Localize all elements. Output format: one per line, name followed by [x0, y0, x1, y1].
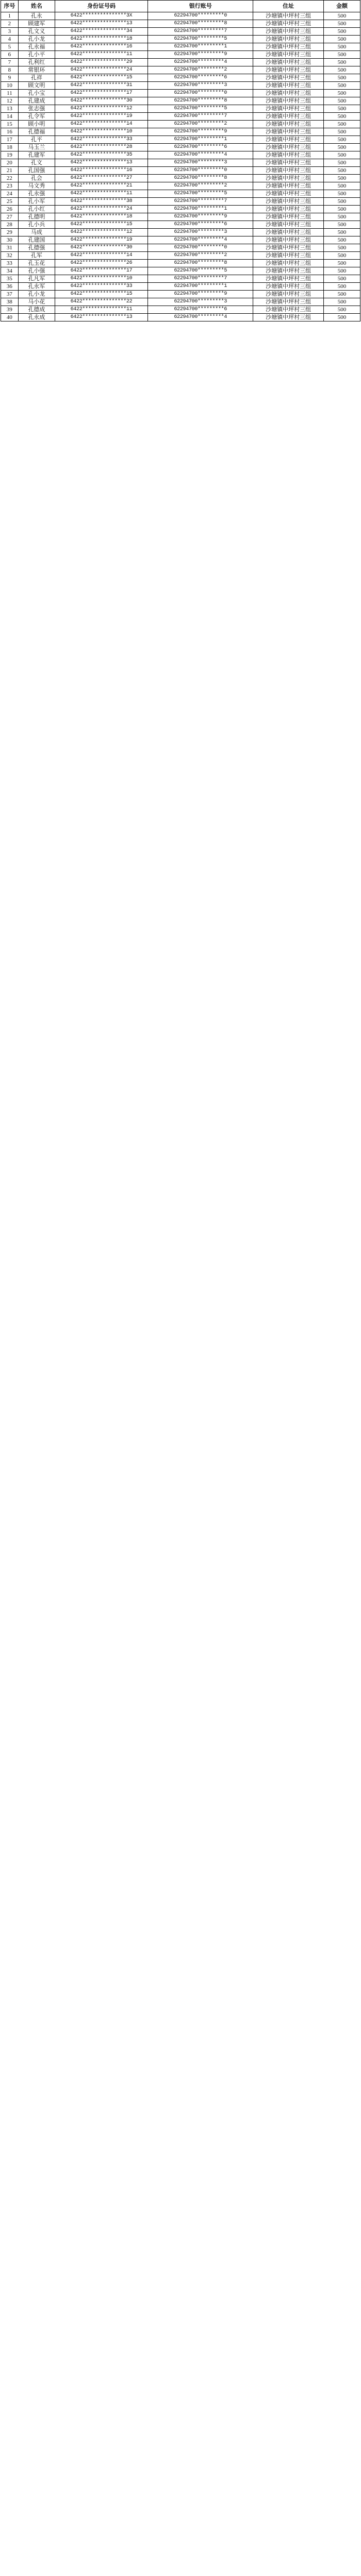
cell-bank-account: 62294700*********7: [148, 28, 253, 36]
cell-seq: 19: [1, 151, 19, 159]
cell-bank-account: 62294700*********0: [148, 90, 253, 97]
cell-address: 沙塘镇中坪村三组: [253, 175, 324, 182]
cell-seq: 4: [1, 36, 19, 43]
table-row: [1, 28, 360, 36]
cell-address: 沙塘镇中坪村三组: [253, 43, 324, 51]
cell-amount: 500: [323, 97, 360, 105]
table-body: [1, 12, 360, 321]
table-row: [1, 90, 360, 97]
cell-bank-account: 62294700*********0: [148, 167, 253, 175]
cell-address: 沙塘镇中坪村三组: [253, 28, 324, 36]
cell-id-number: 6422***************24: [55, 206, 147, 213]
cell-bank-account: 62294700*********4: [148, 314, 253, 321]
cell-address: 沙塘镇中坪村三组: [253, 167, 324, 175]
cell-name: 孔小龙: [18, 36, 55, 43]
cell-bank-account: 62294700*********5: [148, 105, 253, 113]
cell-id-number: 6422***************16: [55, 43, 147, 51]
table-row: [1, 283, 360, 291]
cell-id-number: 6422***************13: [55, 159, 147, 167]
cell-bank-account: 62294700*********2: [148, 66, 253, 74]
cell-amount: 500: [323, 236, 360, 244]
cell-bank-account: 62294700*********6: [148, 306, 253, 314]
cell-bank-account: 62294700*********3: [148, 82, 253, 90]
cell-bank-account: 62294700*********0: [148, 12, 253, 20]
cell-seq: 18: [1, 144, 19, 151]
cell-address: 沙塘镇中坪村三组: [253, 252, 324, 260]
cell-id-number: 6422***************24: [55, 66, 147, 74]
cell-name: 孔会: [18, 175, 55, 182]
cell-address: 沙塘镇中坪村三组: [253, 128, 324, 136]
cell-seq: 24: [1, 190, 19, 198]
cell-seq: 28: [1, 221, 19, 229]
cell-amount: 500: [323, 283, 360, 291]
cell-amount: 500: [323, 190, 360, 198]
cell-address: 沙塘镇中坪村三组: [253, 90, 324, 97]
spreadsheet-page: [0, 0, 361, 321]
cell-name: 孔永强: [18, 190, 55, 198]
cell-name: 孔德明: [18, 213, 55, 221]
table-row: [1, 198, 360, 206]
cell-id-number: 6422***************11: [55, 190, 147, 198]
table-row: [1, 275, 360, 283]
cell-address: 沙塘镇中坪村三组: [253, 74, 324, 82]
cell-seq: 3: [1, 28, 19, 36]
cell-name: 孔小强: [18, 267, 55, 275]
cell-name: 孔文义: [18, 28, 55, 36]
cell-seq: 40: [1, 314, 19, 321]
cell-id-number: 6422***************30: [55, 97, 147, 105]
table-header-row: [1, 1, 360, 12]
cell-address: 沙塘镇中坪村三组: [253, 151, 324, 159]
header-bank-account: 银行账号: [148, 1, 253, 12]
cell-bank-account: 62294700*********9: [148, 51, 253, 59]
cell-amount: 500: [323, 20, 360, 28]
cell-address: 沙塘镇中坪村三组: [253, 298, 324, 306]
cell-bank-account: 62294700*********1: [148, 136, 253, 144]
cell-name: 孔建军: [18, 151, 55, 159]
cell-name: 马文秀: [18, 182, 55, 190]
cell-name: 孔建成: [18, 97, 55, 105]
cell-amount: 500: [323, 306, 360, 314]
table-row: [1, 236, 360, 244]
cell-seq: 21: [1, 167, 19, 175]
cell-amount: 500: [323, 151, 360, 159]
cell-id-number: 6422***************22: [55, 298, 147, 306]
cell-amount: 500: [323, 229, 360, 236]
cell-id-number: 6422***************17: [55, 90, 147, 97]
cell-name: 孔永福: [18, 43, 55, 51]
cell-address: 沙塘镇中坪村三组: [253, 36, 324, 43]
cell-id-number: 6422***************12: [55, 105, 147, 113]
cell-bank-account: 62294700*********4: [148, 236, 253, 244]
cell-id-number: 6422***************31: [55, 82, 147, 90]
cell-seq: 38: [1, 298, 19, 306]
cell-bank-account: 62294700*********3: [148, 298, 253, 306]
cell-address: 沙塘镇中坪村三组: [253, 229, 324, 236]
cell-amount: 500: [323, 121, 360, 128]
cell-bank-account: 62294700*********6: [148, 74, 253, 82]
cell-amount: 500: [323, 175, 360, 182]
cell-name: 孔小龙: [18, 291, 55, 298]
cell-bank-account: 62294700*********8: [148, 20, 253, 28]
cell-amount: 500: [323, 128, 360, 136]
cell-name: 孔令军: [18, 113, 55, 121]
cell-bank-account: 62294700*********3: [148, 159, 253, 167]
cell-name: 孔小平: [18, 51, 55, 59]
cell-bank-account: 62294700*********2: [148, 252, 253, 260]
cell-amount: 500: [323, 167, 360, 175]
cell-amount: 500: [323, 291, 360, 298]
cell-seq: 6: [1, 51, 19, 59]
table-row: [1, 113, 360, 121]
cell-name: 张志强: [18, 105, 55, 113]
cell-bank-account: 62294700*********8: [148, 260, 253, 267]
cell-address: 沙塘镇中坪村三组: [253, 291, 324, 298]
cell-amount: 500: [323, 159, 360, 167]
cell-address: 沙塘镇中坪村三组: [253, 105, 324, 113]
cell-name: 孔德强: [18, 244, 55, 252]
table-row: [1, 36, 360, 43]
table-row: [1, 159, 360, 167]
table-row: [1, 182, 360, 190]
cell-name: 孔凡军: [18, 275, 55, 283]
cell-name: 孔国强: [18, 167, 55, 175]
cell-id-number: 6422***************26: [55, 260, 147, 267]
cell-address: 沙塘镇中坪村三组: [253, 12, 324, 20]
cell-seq: 1: [1, 12, 19, 20]
cell-name: 孔利红: [18, 59, 55, 66]
cell-seq: 31: [1, 244, 19, 252]
cell-seq: 37: [1, 291, 19, 298]
cell-name: 孔小红: [18, 206, 55, 213]
cell-seq: 36: [1, 283, 19, 291]
cell-amount: 500: [323, 74, 360, 82]
cell-id-number: 6422***************17: [55, 267, 147, 275]
cell-bank-account: 62294700*********1: [148, 283, 253, 291]
cell-id-number: 6422***************18: [55, 36, 147, 43]
cell-bank-account: 62294700*********7: [148, 113, 253, 121]
table-row: [1, 175, 360, 182]
cell-seq: 35: [1, 275, 19, 283]
cell-bank-account: 62294700*********2: [148, 182, 253, 190]
cell-id-number: 6422***************38: [55, 198, 147, 206]
cell-amount: 500: [323, 182, 360, 190]
cell-seq: 20: [1, 159, 19, 167]
cell-id-number: 6422***************16: [55, 167, 147, 175]
cell-amount: 500: [323, 221, 360, 229]
cell-address: 沙塘镇中坪村三组: [253, 236, 324, 244]
cell-amount: 500: [323, 244, 360, 252]
cell-name: 孔小宝: [18, 90, 55, 97]
cell-seq: 2: [1, 20, 19, 28]
cell-id-number: 6422***************11: [55, 51, 147, 59]
table-row: [1, 121, 360, 128]
table-row: [1, 229, 360, 236]
cell-id-number: 6422***************21: [55, 182, 147, 190]
cell-address: 沙塘镇中坪村三组: [253, 267, 324, 275]
cell-id-number: 6422***************14: [55, 121, 147, 128]
cell-address: 沙塘镇中坪村三组: [253, 144, 324, 151]
cell-id-number: 6422***************13: [55, 20, 147, 28]
cell-amount: 500: [323, 90, 360, 97]
cell-address: 沙塘镇中坪村三组: [253, 244, 324, 252]
table-row: [1, 260, 360, 267]
cell-seq: 27: [1, 213, 19, 221]
cell-name: 孔德成: [18, 306, 55, 314]
cell-name: 马成: [18, 229, 55, 236]
table-row: [1, 97, 360, 105]
cell-amount: 500: [323, 36, 360, 43]
cell-seq: 9: [1, 74, 19, 82]
cell-id-number: 6422***************13: [55, 314, 147, 321]
cell-id-number: 6422***************34: [55, 28, 147, 36]
cell-address: 沙塘镇中坪村三组: [253, 306, 324, 314]
table-row: [1, 66, 360, 74]
payment-table: [1, 0, 360, 321]
table-row: [1, 167, 360, 175]
table-row: [1, 213, 360, 221]
cell-seq: 32: [1, 252, 19, 260]
cell-bank-account: 62294700*********1: [148, 43, 253, 51]
table-row: [1, 20, 360, 28]
cell-address: 沙塘镇中坪村三组: [253, 59, 324, 66]
cell-address: 沙塘镇中坪村三组: [253, 260, 324, 267]
cell-seq: 34: [1, 267, 19, 275]
cell-address: 沙塘镇中坪村三组: [253, 213, 324, 221]
cell-amount: 500: [323, 206, 360, 213]
cell-seq: 5: [1, 43, 19, 51]
cell-id-number: 6422***************19: [55, 236, 147, 244]
cell-name: 孔小兵: [18, 221, 55, 229]
cell-address: 沙塘镇中坪村三组: [253, 66, 324, 74]
cell-bank-account: 62294700*********4: [148, 151, 253, 159]
cell-name: 常银环: [18, 66, 55, 74]
cell-address: 沙塘镇中坪村三组: [253, 159, 324, 167]
cell-id-number: 6422***************27: [55, 175, 147, 182]
header-name: 姓名: [18, 1, 55, 12]
table-row: [1, 59, 360, 66]
cell-name: 孔德福: [18, 128, 55, 136]
cell-id-number: 6422***************10: [55, 128, 147, 136]
cell-amount: 500: [323, 12, 360, 20]
cell-amount: 500: [323, 82, 360, 90]
cell-id-number: 6422***************12: [55, 229, 147, 236]
cell-name: 马小花: [18, 298, 55, 306]
cell-seq: 8: [1, 66, 19, 74]
table-row: [1, 74, 360, 82]
cell-address: 沙塘镇中坪村三组: [253, 136, 324, 144]
cell-amount: 500: [323, 275, 360, 283]
table-row: [1, 190, 360, 198]
cell-bank-account: 62294700*********7: [148, 198, 253, 206]
cell-id-number: 6422***************33: [55, 283, 147, 291]
cell-name: 孔建国: [18, 236, 55, 244]
header-id-number: 身份证号码: [55, 1, 147, 12]
cell-amount: 500: [323, 105, 360, 113]
cell-amount: 500: [323, 28, 360, 36]
cell-amount: 500: [323, 66, 360, 74]
cell-name: 顾文明: [18, 82, 55, 90]
table-row: [1, 51, 360, 59]
cell-bank-account: 62294700*********5: [148, 190, 253, 198]
cell-amount: 500: [323, 198, 360, 206]
cell-address: 沙塘镇中坪村三组: [253, 182, 324, 190]
cell-id-number: 6422***************15: [55, 74, 147, 82]
cell-name: 顾建军: [18, 20, 55, 28]
cell-amount: 500: [323, 260, 360, 267]
cell-name: 孔永: [18, 12, 55, 20]
cell-seq: 22: [1, 175, 19, 182]
cell-address: 沙塘镇中坪村三组: [253, 113, 324, 121]
cell-name: 孔小军: [18, 198, 55, 206]
cell-id-number: 6422***************33: [55, 136, 147, 144]
cell-id-number: 6422***************3X: [55, 12, 147, 20]
cell-seq: 14: [1, 113, 19, 121]
cell-bank-account: 62294700*********8: [148, 97, 253, 105]
cell-seq: 11: [1, 90, 19, 97]
cell-amount: 500: [323, 59, 360, 66]
table-row: [1, 136, 360, 144]
cell-name: 孔永军: [18, 283, 55, 291]
cell-bank-account: 62294700*********7: [148, 275, 253, 283]
cell-name: 孔平: [18, 136, 55, 144]
cell-bank-account: 62294700*********8: [148, 175, 253, 182]
cell-address: 沙塘镇中坪村三组: [253, 198, 324, 206]
cell-seq: 16: [1, 128, 19, 136]
cell-seq: 15: [1, 121, 19, 128]
cell-bank-account: 62294700*********6: [148, 144, 253, 151]
cell-id-number: 6422***************15: [55, 221, 147, 229]
table-row: [1, 82, 360, 90]
cell-amount: 500: [323, 113, 360, 121]
cell-address: 沙塘镇中坪村三组: [253, 20, 324, 28]
cell-bank-account: 62294700*********6: [148, 221, 253, 229]
cell-amount: 500: [323, 136, 360, 144]
table-row: [1, 291, 360, 298]
cell-bank-account: 62294700*********5: [148, 36, 253, 43]
table-row: [1, 314, 360, 321]
cell-amount: 500: [323, 298, 360, 306]
cell-amount: 500: [323, 43, 360, 51]
cell-seq: 25: [1, 198, 19, 206]
table-row: [1, 244, 360, 252]
cell-bank-account: 62294700*********9: [148, 128, 253, 136]
cell-bank-account: 62294700*********9: [148, 291, 253, 298]
cell-amount: 500: [323, 267, 360, 275]
cell-seq: 7: [1, 59, 19, 66]
cell-bank-account: 62294700*********2: [148, 121, 253, 128]
cell-seq: 10: [1, 82, 19, 90]
cell-seq: 17: [1, 136, 19, 144]
cell-id-number: 6422***************35: [55, 151, 147, 159]
cell-id-number: 6422***************30: [55, 244, 147, 252]
cell-id-number: 6422***************15: [55, 291, 147, 298]
cell-address: 沙塘镇中坪村三组: [253, 190, 324, 198]
cell-name: 孔祥: [18, 74, 55, 82]
cell-amount: 500: [323, 144, 360, 151]
cell-name: 孔文: [18, 159, 55, 167]
cell-id-number: 6422***************29: [55, 59, 147, 66]
header-address: 住址: [253, 1, 324, 12]
cell-name: 孔永成: [18, 314, 55, 321]
table-row: [1, 151, 360, 159]
cell-bank-account: 62294700*********0: [148, 244, 253, 252]
table-row: [1, 267, 360, 275]
cell-seq: 39: [1, 306, 19, 314]
cell-amount: 500: [323, 213, 360, 221]
table-row: [1, 306, 360, 314]
cell-id-number: 6422***************14: [55, 252, 147, 260]
cell-address: 沙塘镇中坪村三组: [253, 206, 324, 213]
table-row: [1, 128, 360, 136]
cell-amount: 500: [323, 51, 360, 59]
cell-id-number: 6422***************10: [55, 275, 147, 283]
cell-address: 沙塘镇中坪村三组: [253, 51, 324, 59]
cell-address: 沙塘镇中坪村三组: [253, 283, 324, 291]
table-row: [1, 298, 360, 306]
table-row: [1, 105, 360, 113]
cell-amount: 500: [323, 314, 360, 321]
cell-address: 沙塘镇中坪村三组: [253, 97, 324, 105]
table-row: [1, 43, 360, 51]
cell-bank-account: 62294700*********3: [148, 229, 253, 236]
header-amount: 金额: [323, 1, 360, 12]
cell-id-number: 6422***************18: [55, 213, 147, 221]
cell-address: 沙塘镇中坪村三组: [253, 221, 324, 229]
cell-bank-account: 62294700*********1: [148, 206, 253, 213]
cell-seq: 12: [1, 97, 19, 105]
cell-seq: 13: [1, 105, 19, 113]
table-row: [1, 206, 360, 213]
cell-name: 孔玉花: [18, 260, 55, 267]
header-seq: 序号: [1, 1, 19, 12]
cell-name: 马玉兰: [18, 144, 55, 151]
cell-seq: 23: [1, 182, 19, 190]
cell-amount: 500: [323, 252, 360, 260]
table-row: [1, 12, 360, 20]
cell-bank-account: 62294700*********4: [148, 59, 253, 66]
table-row: [1, 144, 360, 151]
cell-bank-account: 62294700*********5: [148, 267, 253, 275]
cell-id-number: 6422***************19: [55, 113, 147, 121]
cell-address: 沙塘镇中坪村三组: [253, 82, 324, 90]
cell-seq: 30: [1, 236, 19, 244]
cell-address: 沙塘镇中坪村三组: [253, 275, 324, 283]
table-row: [1, 221, 360, 229]
cell-address: 沙塘镇中坪村三组: [253, 314, 324, 321]
table-row: [1, 252, 360, 260]
cell-address: 沙塘镇中坪村三组: [253, 121, 324, 128]
cell-seq: 29: [1, 229, 19, 236]
cell-name: 顾小明: [18, 121, 55, 128]
cell-seq: 26: [1, 206, 19, 213]
cell-id-number: 6422***************11: [55, 306, 147, 314]
cell-id-number: 6422***************28: [55, 144, 147, 151]
cell-bank-account: 62294700*********9: [148, 213, 253, 221]
cell-name: 孔军: [18, 252, 55, 260]
cell-seq: 33: [1, 260, 19, 267]
